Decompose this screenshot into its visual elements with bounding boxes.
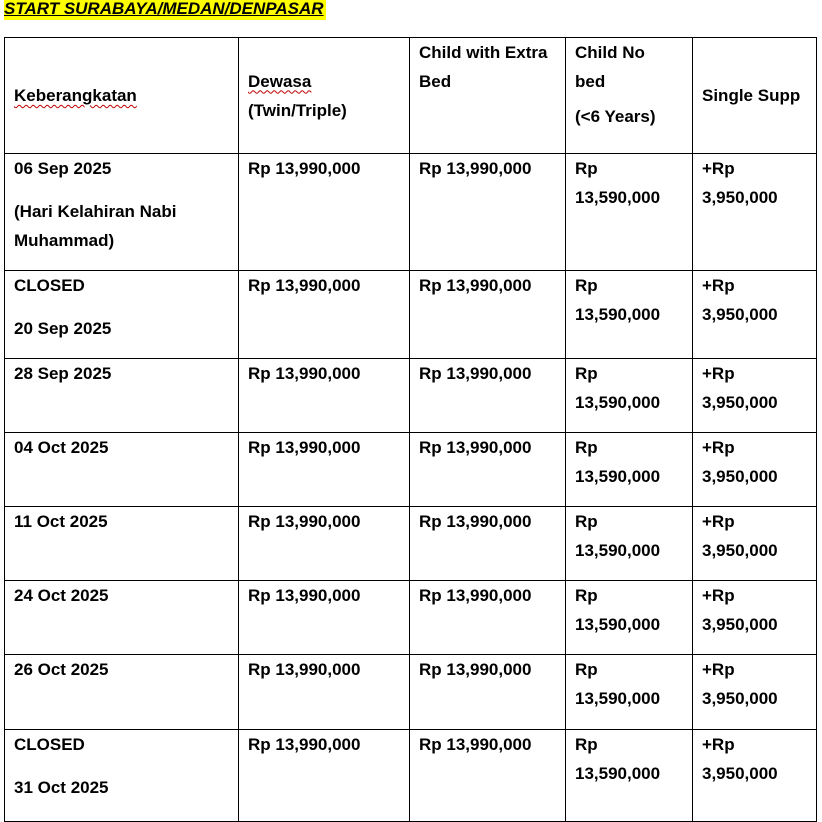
- table-row: [5, 655, 817, 730]
- adult-price-cell: Rp 13,990,000: [239, 507, 410, 581]
- child-no-bed-amount: 13,590,000: [575, 764, 661, 783]
- departure-date: 11 Oct 2025: [14, 512, 108, 531]
- child-no-bed-currency: Rp: [575, 276, 598, 295]
- single-supp-currency: +Rp: [702, 159, 735, 178]
- child-no-bed-currency: Rp: [575, 660, 598, 679]
- departure-date: 24 Oct 2025: [14, 586, 109, 605]
- single-supp-cell: [693, 655, 817, 730]
- departure-cell: [5, 154, 239, 271]
- child-no-bed-price-cell: [566, 730, 693, 822]
- single-supp-cell: [693, 271, 817, 359]
- departure-date: 04 Oct 2025: [14, 438, 109, 457]
- child-no-bed-price-cell: [566, 655, 693, 730]
- table-row: [5, 507, 817, 581]
- child-no-bed-price-cell: [566, 154, 693, 271]
- single-supp-currency: +Rp: [702, 364, 735, 383]
- child-no-bed-price-cell: [566, 507, 693, 581]
- single-supp-amount: 3,950,000: [702, 541, 778, 560]
- child-extra-bed-price-cell: Rp 13,990,000: [410, 433, 566, 507]
- single-supp-amount: 3,950,000: [702, 764, 778, 783]
- header-child-extra-bed: [410, 38, 566, 154]
- child-extra-bed-price-cell: Rp 13,990,000: [410, 730, 566, 822]
- departure-cell: [5, 581, 239, 655]
- table-row: [5, 730, 817, 822]
- header-child-no-bed-line1: Child No: [575, 43, 645, 62]
- departure-cell: [5, 359, 239, 433]
- child-no-bed-currency: Rp: [575, 364, 598, 383]
- departure-date: 20 Sep 2025: [14, 319, 112, 338]
- child-no-bed-amount: 13,590,000: [575, 467, 661, 486]
- child-extra-bed-price-cell: Rp 13,990,000: [410, 507, 566, 581]
- price-table: [4, 37, 817, 822]
- adult-price-cell: Rp 13,990,000: [239, 655, 410, 730]
- child-no-bed-currency: Rp: [575, 438, 598, 457]
- page-title: START SURABAYA/MEDAN/DENPASAR: [4, 0, 324, 18]
- table-row: [5, 271, 817, 359]
- child-no-bed-amount: 13,590,000: [575, 689, 661, 708]
- single-supp-currency: +Rp: [702, 586, 735, 605]
- child-no-bed-currency: Rp: [575, 159, 598, 178]
- child-no-bed-price-cell: [566, 433, 693, 507]
- single-supp-cell: [693, 581, 817, 655]
- header-row: [5, 38, 817, 154]
- adult-price-cell: Rp 13,990,000: [239, 581, 410, 655]
- header-child-no-bed-note: (<6 Years): [575, 107, 656, 126]
- child-no-bed-amount: 13,590,000: [575, 615, 661, 634]
- departure-status: CLOSED: [14, 276, 85, 295]
- departure-cell: [5, 507, 239, 581]
- header-single-supp-label: Single Supp: [702, 86, 801, 105]
- child-no-bed-price-cell: [566, 359, 693, 433]
- departure-date: 06 Sep 2025: [14, 159, 112, 178]
- single-supp-currency: +Rp: [702, 735, 735, 754]
- child-no-bed-amount: 13,590,000: [575, 305, 661, 324]
- single-supp-currency: +Rp: [702, 438, 735, 457]
- departure-note-line2: Muhammad): [14, 231, 115, 250]
- header-child-no-bed-line2: bed: [575, 72, 606, 91]
- child-extra-bed-price-cell: Rp 13,990,000: [410, 154, 566, 271]
- departure-cell: [5, 433, 239, 507]
- header-adult: [239, 38, 410, 154]
- single-supp-cell: [693, 433, 817, 507]
- header-departure: [5, 38, 239, 154]
- adult-price-cell: Rp 13,990,000: [239, 433, 410, 507]
- single-supp-amount: 3,950,000: [702, 393, 778, 412]
- child-extra-bed-price-cell: Rp 13,990,000: [410, 271, 566, 359]
- table-row: [5, 581, 817, 655]
- header-child-extra-bed-label: Child with Extra Bed: [419, 43, 548, 91]
- departure-cell: [5, 271, 239, 359]
- child-no-bed-currency: Rp: [575, 735, 598, 754]
- single-supp-amount: 3,950,000: [702, 467, 778, 486]
- child-no-bed-price-cell: [566, 271, 693, 359]
- departure-cell: [5, 730, 239, 822]
- table-row: [5, 154, 817, 271]
- single-supp-amount: 3,950,000: [702, 305, 778, 324]
- single-supp-currency: +Rp: [702, 660, 735, 679]
- single-supp-currency: +Rp: [702, 276, 735, 295]
- departure-date: 31 Oct 2025: [14, 778, 109, 797]
- header-child-no-bed: [566, 38, 693, 154]
- single-supp-amount: 3,950,000: [702, 615, 778, 634]
- child-no-bed-amount: 13,590,000: [575, 188, 661, 207]
- single-supp-cell: [693, 730, 817, 822]
- departure-date: 28 Sep 2025: [14, 364, 112, 383]
- single-supp-currency: +Rp: [702, 512, 735, 531]
- departure-note-line1: (Hari Kelahiran Nabi: [14, 202, 177, 221]
- adult-price-cell: Rp 13,990,000: [239, 730, 410, 822]
- child-no-bed-currency: Rp: [575, 586, 598, 605]
- adult-price-cell: Rp 13,990,000: [239, 154, 410, 271]
- header-departure-label: Keberangkatan: [14, 86, 137, 105]
- child-no-bed-amount: 13,590,000: [575, 393, 661, 412]
- child-no-bed-price-cell: [566, 581, 693, 655]
- departure-date: 26 Oct 2025: [14, 660, 109, 679]
- single-supp-cell: [693, 507, 817, 581]
- header-adult-line2: (Twin/Triple): [248, 100, 347, 120]
- adult-price-cell: Rp 13,990,000: [239, 271, 410, 359]
- header-adult-line1: Dewasa: [248, 71, 312, 91]
- header-single-supp: [693, 38, 817, 154]
- table-row: [5, 433, 817, 507]
- adult-price-cell: Rp 13,990,000: [239, 359, 410, 433]
- child-extra-bed-price-cell: Rp 13,990,000: [410, 581, 566, 655]
- departure-status: CLOSED: [14, 735, 85, 754]
- child-extra-bed-price-cell: Rp 13,990,000: [410, 359, 566, 433]
- single-supp-cell: [693, 359, 817, 433]
- child-no-bed-amount: 13,590,000: [575, 541, 661, 560]
- single-supp-amount: 3,950,000: [702, 188, 778, 207]
- departure-cell: [5, 655, 239, 730]
- child-no-bed-currency: Rp: [575, 512, 598, 531]
- table-row: [5, 359, 817, 433]
- single-supp-cell: [693, 154, 817, 271]
- single-supp-amount: 3,950,000: [702, 689, 778, 708]
- child-extra-bed-price-cell: Rp 13,990,000: [410, 655, 566, 730]
